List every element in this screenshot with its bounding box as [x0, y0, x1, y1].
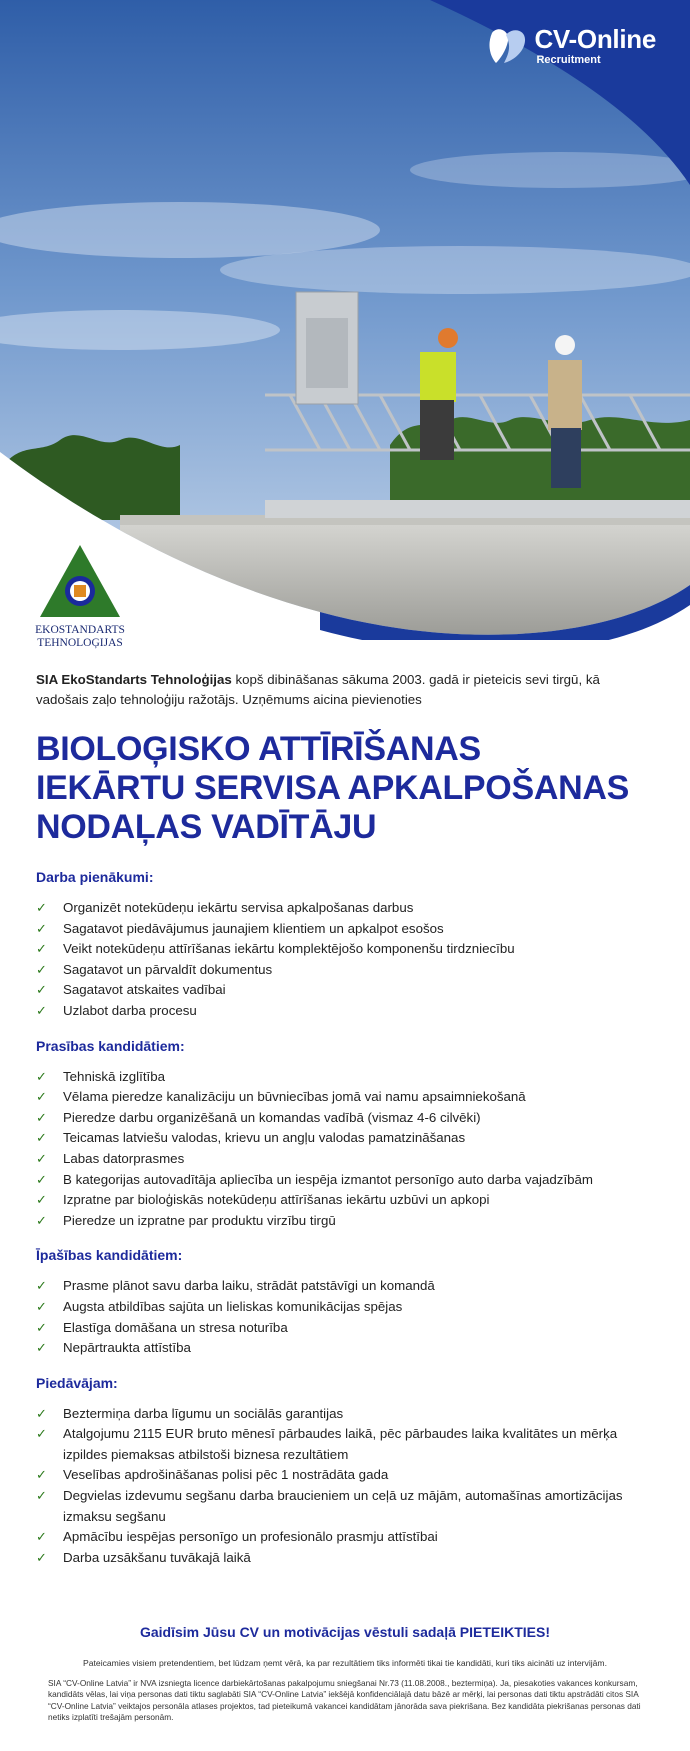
job-title [36, 730, 656, 847]
cv-online-heart-icon [488, 27, 528, 65]
company-logo-line2: TEHNOLOĢIJAS [37, 637, 123, 649]
list-item: ✓ Veselības apdrošināšanas polisi pēc 1 nostrādāta gada [36, 1465, 656, 1486]
list-item: ✓ Uzlabot darba procesu [36, 1001, 656, 1022]
list-item: ✓ Prasme plānot savu darba laiku, strādāt patstāvīgi un komandā [36, 1276, 656, 1297]
list-item: ✓ Teicamas latviešu valodas, krievu un angļu valodas pamatzināšanas [36, 1128, 656, 1149]
company-logo-line1: EKOSTANDARTS [35, 624, 125, 636]
checkmark-icon: ✓ [36, 941, 47, 957]
list-item: ✓ Vēlama pieredze kanalizāciju un būvniecības jomā vai namu apsaimniekošanā [36, 1087, 656, 1108]
checkmark-icon: ✓ [36, 1109, 47, 1125]
list-item: ✓ Sagatavot un pārvaldīt dokumentus [36, 960, 656, 981]
list-item: ✓ Veikt notekūdeņu attīrīšanas iekārtu komplektējošo komponenšu tirdzniecību [36, 939, 656, 960]
checkmark-icon: ✓ [36, 1298, 47, 1314]
qualities-list [36, 1276, 656, 1358]
checkmark-icon: ✓ [36, 1340, 47, 1356]
checkmark-icon: ✓ [36, 1130, 47, 1146]
list-item: ✓ Darba uzsākšanu tuvākajā laikā [36, 1548, 656, 1569]
list-item: ✓ Sagatavot piedāvājumus jaunajiem klientiem un apkalpot esošos [36, 919, 656, 940]
checkmark-icon: ✓ [36, 1319, 47, 1335]
section-heading: Īpašības kandidātiem: [36, 1247, 183, 1264]
checkmark-icon: ✓ [36, 961, 47, 977]
list-item: ✓ B kategorijas autovadītāja apliecība un iespēja izmantot personīgo auto darba vajadzībām [36, 1170, 656, 1191]
brand-name: CV-Online [534, 24, 656, 54]
list-item: ✓ Izpratne par bioloģiskās notekūdeņu attīrīšanas iekārtu uzbūvi un apkopi [36, 1190, 656, 1211]
job-title-line1: BIOLOĢISKO ATTĪRĪŠANAS [36, 730, 481, 768]
intro-company: SIA EkoStandarts Tehnoloģijas [36, 672, 232, 687]
duties-list [36, 898, 656, 1022]
checkmark-icon: ✓ [36, 1549, 47, 1565]
list-item: ✓ Degvielas izdevumu segšanu darba braucieniem un ceļā uz mājām, automašīnas amortizācijas izmaksu segšanu [36, 1488, 623, 1524]
checkmark-icon: ✓ [36, 1405, 47, 1421]
list-item: ✓ Sagatavot atskaites vadībai [36, 980, 656, 1001]
checkmark-icon: ✓ [36, 1467, 47, 1483]
license-note: SIA “CV-Online Latvia” ir NVA izsniegta licence darbiekārtošanas pakalpojumu sniegšanai Nr.73 (11.08.2008., beztermiņa). Ja, piesakoties vakances konkursam, kandidāts vēlas, lai viņa personas dati tiktu saglabāti SIA “CV-Online Latvia” iekšējā konfidenciālajā datu bāzē ar mērķi, lai personas dati tiktu apstrādāti citos SIA “CV-Online Latvia” veiktajos personāla atlases projektos, tad pieteikumā vakancei kandidātam jānorāda sava piekrišana. Bez kandidāta piekrišanas personas dati netiks izplatīti trešajām personām. [48, 1678, 641, 1723]
intro-body: kopš dibināšanas sākuma 2003. gadā ir pieteicis sevi tirgū, kā vadošais zaļo tehnoloģiju ražotājs. Uzņēmums aicina pievienoties [36, 672, 600, 707]
list-item: ✓ Tehniskā izglītība [36, 1067, 656, 1088]
list-item: ✓ Elastīga domāšana un stresa noturība [36, 1318, 656, 1339]
job-title-line3: NODAĻAS VADĪTĀJU [36, 808, 377, 846]
section-offer [36, 1375, 656, 1569]
list-item: ✓ Augsta atbildības sajūta un lieliskas komunikācijas spējas [36, 1297, 656, 1318]
disclaimer-note: Pateicamies visiem pretendentiem, bet lūdzam ņemt vērā, ka par rezultātiem tiks informēti tikai tie kandidāti, kuri tiks aicināti uz intervijām. [83, 1658, 607, 1668]
offer-list [36, 1404, 656, 1569]
list-item: ✓ Labas datorprasmes [36, 1149, 656, 1170]
checkmark-icon: ✓ [36, 1171, 47, 1187]
checkmark-icon: ✓ [36, 1089, 47, 1105]
company-logo [32, 543, 128, 650]
checkmark-icon: ✓ [36, 1278, 47, 1294]
section-heading: Darba pienākumi: [36, 869, 154, 885]
section-qualities [36, 1247, 656, 1358]
list-item: ✓ Beztermiņa darba līgumu un sociālās garantijas [36, 1404, 656, 1425]
section-duties [36, 869, 656, 1022]
checkmark-icon: ✓ [36, 1068, 47, 1084]
brand-subtitle: Recruitment [536, 54, 601, 66]
section-heading: Piedāvājam: [36, 1374, 118, 1391]
job-ad-content [36, 670, 656, 1568]
checkmark-icon: ✓ [36, 900, 47, 915]
job-title-line2: IEKĀRTU SERVISA APKALPOŠANAS [36, 769, 629, 807]
checkmark-icon: ✓ [36, 1426, 47, 1442]
checkmark-icon: ✓ [36, 920, 47, 936]
checkmark-icon: ✓ [36, 982, 47, 998]
intro-text [36, 670, 656, 710]
list-item: ✓ Nepārtraukta attīstība [36, 1338, 656, 1359]
list-item: ✓ Organizēt notekūdeņu iekārtu servisa apkalpošanas darbus [36, 898, 656, 919]
requirements-list [36, 1067, 656, 1232]
checkmark-icon: ✓ [36, 1212, 47, 1228]
section-heading: Prasības kandidātiem: [36, 1037, 185, 1054]
checkmark-icon: ✓ [36, 1002, 47, 1018]
checkmark-icon: ✓ [36, 1192, 47, 1208]
checkmark-icon: ✓ [36, 1529, 47, 1545]
list-item: ✓ Apmācību iespējas personīgo un profesionālo prasmju attīstībai [36, 1527, 656, 1548]
call-to-action: Gaidīsim Jūsu CV un motivācijas vēstuli sadaļā PIETEIKTIES! [139, 1624, 551, 1640]
list-item: ✓ Pieredze un izpratne par produktu virzību tirgū [36, 1211, 656, 1232]
section-requirements [36, 1038, 656, 1232]
cv-online-logo [488, 26, 656, 66]
checkmark-icon: ✓ [36, 1488, 47, 1504]
list-item: ✓ Pieredze darbu organizēšanā un komandas vadībā (vismaz 4-6 cilvēki) [36, 1108, 656, 1129]
triangle-logo-icon [38, 543, 122, 619]
list-item: ✓ Atalgojumu 2115 EUR bruto mēnesī pārbaudes laikā, pēc pārbaudes laika kvalitātes un mērķa izpildes piemaksas atbilstoši biznesa rezultātiem [36, 1426, 618, 1462]
checkmark-icon: ✓ [36, 1150, 47, 1166]
